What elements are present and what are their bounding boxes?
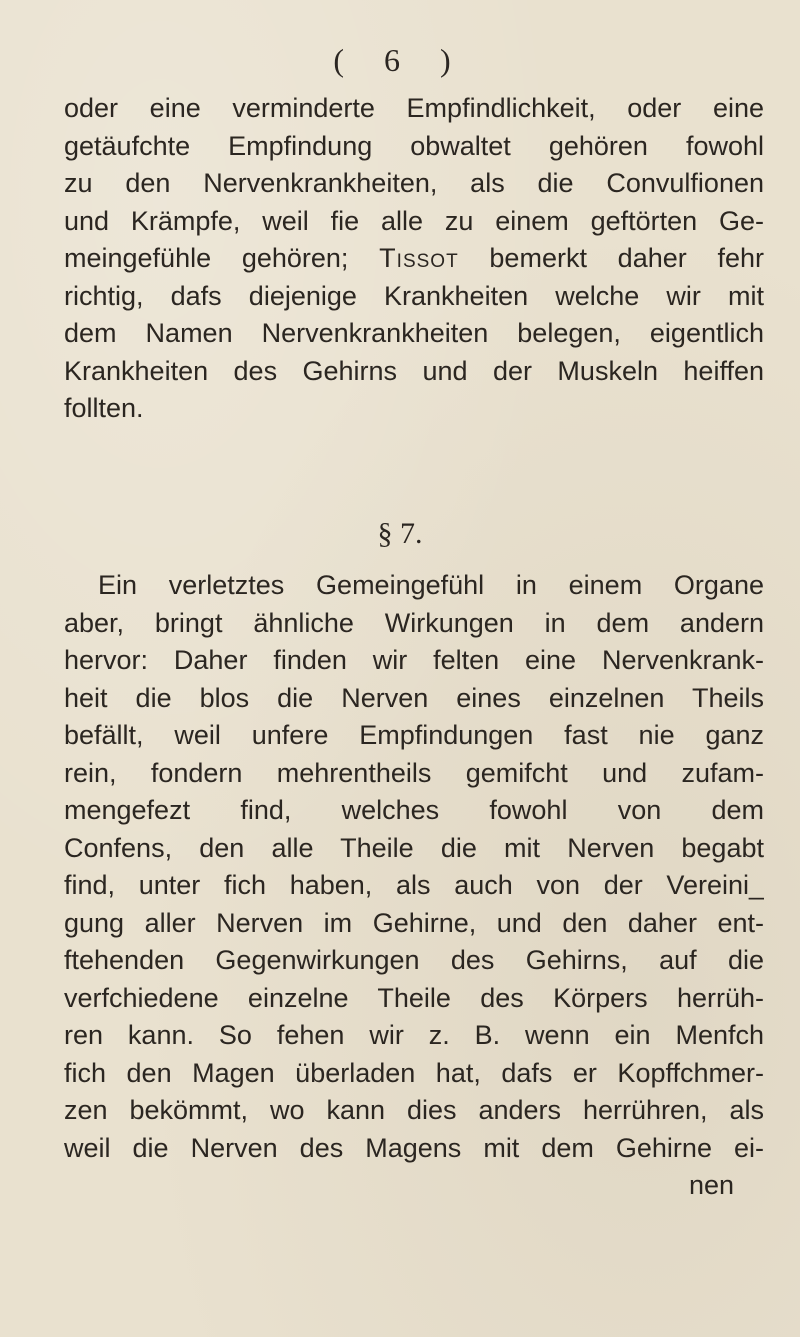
text-line: weil die Nerven des Magens mit dem Gehirne ei- [64,1132,764,1163]
text-line: verfchiedene einzelne Theile des Körpers herrüh- [64,982,764,1013]
text-line: rein, fondern mehrentheils gemifcht und zufam- [64,757,764,788]
text-line: heit die blos die Nerven eines einzelnen Theils [64,682,764,713]
text-line: follten. [64,393,144,423]
text-line: befällt, weil unfere Empfindungen fast nie ganz [64,720,764,750]
section-heading: § 7. [377,517,423,550]
text-line: ren kann. So fehen wir z. B. wenn ein Menfch [64,1020,764,1050]
text-line: Ein verletztes Gemeingefühl in einem Organe [98,570,764,600]
text-line: hervor: Daher finden wir felten eine Nervenkrank- [64,645,764,675]
text-line: und Krämpfe, weil fie alle zu einem geftörten Ge- [64,205,764,236]
text-line: ftehenden Gegenwirkungen des Gehirns, auf die [64,945,764,975]
text-line: Krankheiten des Gehirns und der Muskeln heiffen [64,355,764,386]
text-line: Confens, den alle Theile die mit Nerven begabt [64,832,764,863]
text-line: oder eine verminderte Empfindlichkeit, oder eine [64,93,764,123]
author-name-smallcaps: Tissot [379,243,459,273]
text-line: fich den Magen überladen hat, dafs er Kopffchmer- [64,1057,764,1088]
text-line: zu den Nervenkrankheiten, als die Convulfionen [64,168,764,198]
paragraph-2 [64,567,764,1205]
paragraph-1 [64,90,764,428]
text-line: zen bekömmt, wo kann dies anders herrühren, als [64,1095,764,1125]
catchword: nen [688,1170,734,1200]
text-line: aber, bringt ähnliche Wirkungen in dem andern [64,607,764,638]
text-line-tissot: meingefühle gehören; Tissot bemerkt daher fehr [64,243,764,273]
text-line: getäufchte Empfindung obwaltet gehören fowohl [64,130,764,161]
text-line: dem Namen Nervenkrankheiten belegen, eigentlich [64,318,764,348]
text-line: find, unter fich haben, als auch von der Vereini_ [64,870,764,900]
text-line: mengefezt find, welches fowohl von dem [64,795,764,825]
text-line: richtig, dafs diejenige Krankheiten welche wir mit [64,280,764,311]
text-line: gung aller Nerven im Gehirne, und den daher ent- [64,907,764,938]
page-number-header: ( 6 ) [333,42,467,78]
